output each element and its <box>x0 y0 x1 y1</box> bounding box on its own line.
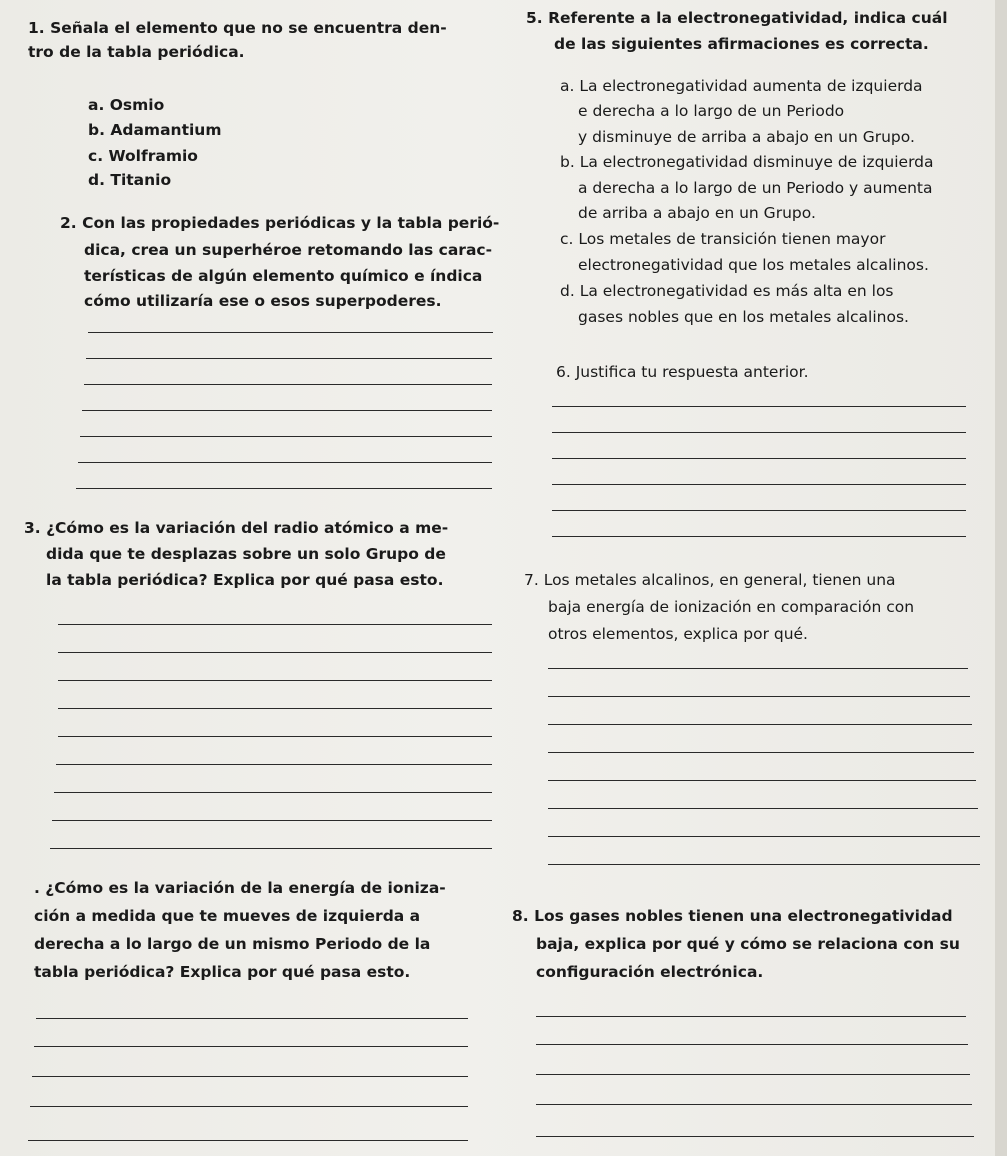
q3-answer-line[interactable] <box>58 680 492 681</box>
q8-answer-line[interactable] <box>536 1136 974 1137</box>
q4-answer-line[interactable] <box>36 1018 468 1019</box>
q7-answer-line[interactable] <box>548 780 976 781</box>
q7-answer-line[interactable] <box>548 696 970 697</box>
q3-answer-line[interactable] <box>58 736 492 737</box>
q5-option-b-line-2: a derecha a lo largo de un Periodo y aumenta <box>578 179 933 197</box>
q5-option-d-line-2: gases nobles que en los metales alcalinos. <box>578 308 909 326</box>
q5-option-a-line-2: e derecha a lo largo de un Periodo <box>578 102 845 120</box>
q7-answer-line[interactable] <box>548 808 978 809</box>
q6-answer-line[interactable] <box>552 432 966 433</box>
q5-option-a-line-1: a. La electronegatividad aumenta de izquierda <box>560 77 923 95</box>
q3-text-line-1: 3. ¿Cómo es la variación del radio atómico a me- <box>24 519 449 537</box>
q3-answer-line[interactable] <box>50 848 492 849</box>
q3-answer-line[interactable] <box>58 652 492 653</box>
q8-answer-line[interactable] <box>536 1044 968 1045</box>
q2-answer-line[interactable] <box>88 332 493 333</box>
page-edge-shadow <box>995 0 1007 1156</box>
q8-text-line-3: configuración electrónica. <box>536 963 764 981</box>
q7-answer-line[interactable] <box>548 836 980 837</box>
q4-text-line-4: tabla periódica? Explica por qué pasa esto. <box>34 963 411 981</box>
q7-text-line-3: otros elementos, explica por qué. <box>548 625 808 643</box>
q5-option-b-line-3: de arriba a abajo en un Grupo. <box>578 204 816 222</box>
q5-option-c-line-1: c. Los metales de transición tienen mayor <box>560 230 886 248</box>
q1-option-d: d. Titanio <box>88 171 172 189</box>
q6-answer-line[interactable] <box>552 484 966 485</box>
q4-text-line-1: . ¿Cómo es la variación de la energía de ioniza- <box>34 879 446 897</box>
q3-text-line-3: la tabla periódica? Explica por qué pasa esto. <box>46 571 444 589</box>
q5-option-d-line-1: d. La electronegatividad es más alta en los <box>560 282 894 300</box>
q6-answer-line[interactable] <box>552 406 966 407</box>
q7-answer-line[interactable] <box>548 864 980 865</box>
q7-answer-line[interactable] <box>548 752 974 753</box>
q5-text-line-1: 5. Referente a la electronegatividad, indica cuál <box>526 9 948 27</box>
q4-text-line-2: ción a medida que te mueves de izquierda a <box>34 907 421 925</box>
q3-answer-line[interactable] <box>54 792 492 793</box>
q5-option-b-line-1: b. La electronegatividad disminuye de izquierda <box>560 153 934 171</box>
q3-text-line-2: dida que te desplazas sobre un solo Grupo de <box>46 545 446 563</box>
q3-answer-line[interactable] <box>56 764 492 765</box>
q1-text-line-2: tro de la tabla periódica. <box>28 43 245 61</box>
q4-answer-line[interactable] <box>34 1046 468 1047</box>
q2-text-line-1: 2. Con las propiedades periódicas y la tabla perió- <box>60 214 500 232</box>
q8-answer-line[interactable] <box>536 1074 970 1075</box>
q2-text-line-3: terísticas de algún elemento químico e índica <box>84 267 483 285</box>
q3-answer-line[interactable] <box>58 708 492 709</box>
q4-answer-line[interactable] <box>32 1076 468 1077</box>
q5-text-line-2: de las siguientes afirmaciones es correcta. <box>554 35 929 53</box>
q6-text: 6. Justifica tu respuesta anterior. <box>556 363 809 381</box>
q2-answer-line[interactable] <box>86 358 492 359</box>
q2-answer-line[interactable] <box>82 410 492 411</box>
q2-text-line-2: dica, crea un superhéroe retomando las carac- <box>84 241 493 259</box>
q2-answer-line[interactable] <box>80 436 492 437</box>
q6-answer-line[interactable] <box>552 510 966 511</box>
q5-option-a-line-3: y disminuye de arriba a abajo en un Grupo. <box>578 128 915 146</box>
q8-text-line-1: 8. Los gases nobles tienen una electronegatividad <box>512 907 953 925</box>
q7-answer-line[interactable] <box>548 724 972 725</box>
q1-option-c: c. Wolframio <box>88 147 198 165</box>
q2-answer-line[interactable] <box>76 488 492 489</box>
q6-answer-line[interactable] <box>552 458 966 459</box>
q2-text-line-4: cómo utilizaría ese o esos superpoderes. <box>84 292 442 310</box>
q5-option-c-line-2: electronegatividad que los metales alcalinos. <box>578 256 929 274</box>
q1-text-line-1: 1. Señala el elemento que no se encuentra den- <box>28 19 447 37</box>
q2-answer-line[interactable] <box>84 384 492 385</box>
q4-text-line-3: derecha a lo largo de un mismo Periodo de la <box>34 935 431 953</box>
q8-text-line-2: baja, explica por qué y cómo se relaciona con su <box>536 935 960 953</box>
q6-answer-line[interactable] <box>552 536 966 537</box>
q7-answer-line[interactable] <box>548 668 968 669</box>
q4-answer-line[interactable] <box>28 1140 468 1141</box>
q7-text-line-1: 7. Los metales alcalinos, en general, tienen una <box>524 571 896 589</box>
q3-answer-line[interactable] <box>52 820 492 821</box>
q2-answer-line[interactable] <box>78 462 492 463</box>
q8-answer-line[interactable] <box>536 1104 972 1105</box>
q3-answer-line[interactable] <box>58 624 492 625</box>
q8-answer-line[interactable] <box>536 1016 966 1017</box>
q4-answer-line[interactable] <box>30 1106 468 1107</box>
q1-option-a: a. Osmio <box>88 96 165 114</box>
q1-option-b: b. Adamantium <box>88 121 222 139</box>
q7-text-line-2: baja energía de ionización en comparación con <box>548 598 915 616</box>
